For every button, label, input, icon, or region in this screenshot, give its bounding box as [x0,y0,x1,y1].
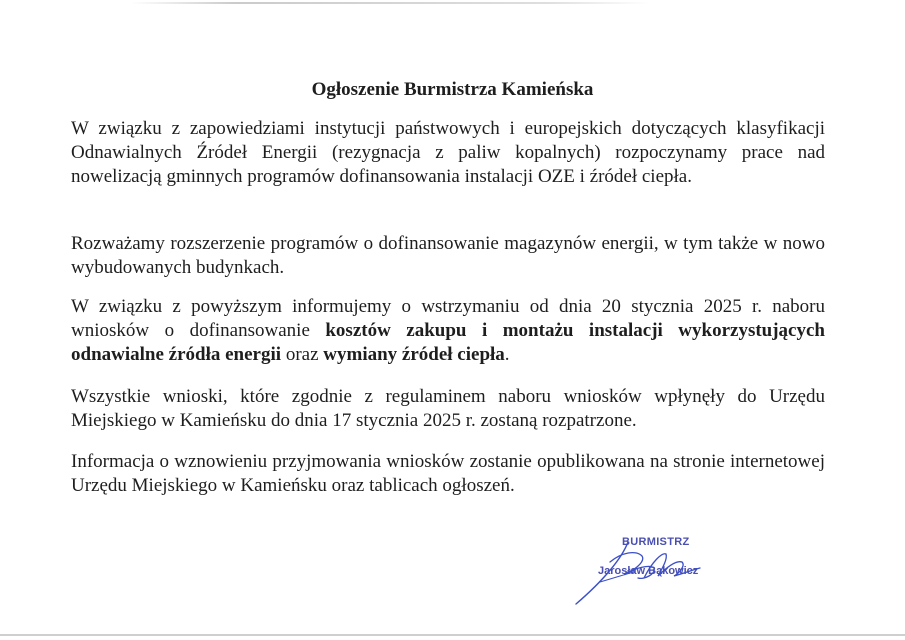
scan-edge-top [130,2,650,4]
paragraph-3-bold-1: kosztów zakupu i montażu instalacji wykorzystujących odnawialne źródła energii [71,320,825,365]
document-title: Ogłoszenie Burmistrza Kamieńska [311,79,594,100]
paragraph-3-text-2: oraz [281,344,324,365]
paragraph-3-bold-2: wymiany źródeł ciepła [323,344,505,365]
paragraph-4: Wszystkie wnioski, które zgodnie z regulaminem naboru wniosków wpłynęły do Urzędu Miejskiego w Kamieńsku do dnia 17 stycznia 2025 r. zostaną rozpatrzone. [71,386,825,431]
paragraph-1: W związku z zapowiedziami instytucji państwowych i europejskich dotyczących klasyfikacji Odnawialnych Źródeł Energii (rezygnacja z paliw kopalnych) rozpoczynamy prace nad nowelizacją gminnych programów dofinansowania instalacji OZE i źródeł ciepła. [71,118,825,187]
paragraph-3-text-1: W związku z powyższym informujemy o wstrzymaniu od dnia 20 stycznia 2025 r. naboru wniosków o dofinansowanie [71,296,825,341]
paragraph-3 [71,295,825,367]
paragraph-5: Informacja o wznowieniu przyjmowania wniosków zostanie opublikowana na stronie internetowej Urzędu Miejskiego w Kamieńsku oraz tablicach ogłoszeń. [71,451,825,496]
handwritten-signature-icon [570,528,720,608]
signature-stamp-title: BURMISTRZ [622,536,690,548]
signature-stamp-name: Jarosław Bąkowicz [598,565,699,577]
scan-edge-bottom [0,634,905,636]
paragraph-2: Rozważamy rozszerzenie programów o dofinansowanie magazynów energii, w tym także w nowo wybudowanych budynkach. [71,233,825,278]
paragraph-3-text-3: . [504,344,510,365]
signature-block [570,528,720,608]
